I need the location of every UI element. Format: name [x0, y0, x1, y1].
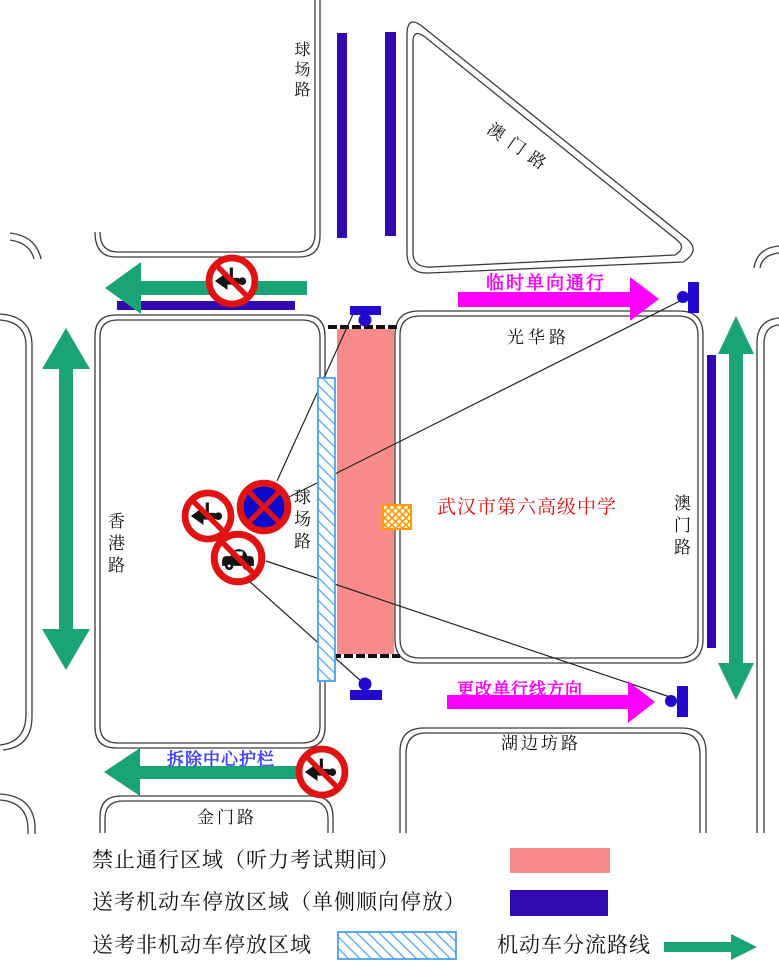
barrier-top	[350, 306, 381, 327]
school-name-label: 武汉市第六高级中学	[437, 497, 618, 518]
road-label-jinmenlu: 金门路	[197, 808, 257, 827]
diversion-arrow-aomen	[718, 316, 754, 700]
legend-swatch-non-motor-parking	[338, 932, 456, 959]
non-motor-parking-strip	[318, 378, 335, 681]
no-horn-sign-south	[299, 749, 345, 795]
legend-swatch-motor-parking	[510, 890, 608, 916]
road-label-xianggonglu: 香港路	[105, 512, 124, 578]
barrier-bottom	[350, 678, 382, 701]
annotation-temp-one-way: 临时单向通行	[486, 273, 606, 293]
road-label-hubianfanglu: 湖边坊路	[501, 734, 581, 753]
no-stopping-sign	[240, 483, 288, 531]
parking-bar-aomen	[707, 355, 716, 648]
barrier-hubianfang-east	[665, 686, 688, 717]
road-label-aomenlu-east: 澳门路	[671, 494, 690, 560]
legend-label-closed-area: 禁止通行区域（听力考试期间）	[92, 849, 400, 872]
closed-area-qiuchanglu	[337, 329, 394, 654]
no-motor-vehicle-sign	[214, 534, 262, 582]
parking-bar-top-east	[385, 32, 396, 236]
legend-diversion-arrow	[664, 934, 757, 960]
legend-label-diversion: 机动车分流路线	[497, 934, 651, 957]
road-label-aomenlu-ne: 澳门路	[483, 119, 557, 178]
no-horn-sign-west	[185, 493, 231, 539]
barrier-guanghua-east	[677, 282, 699, 313]
road-label-qiuchanglu-top: 球场路	[292, 41, 309, 101]
parking-bar-guanghua	[117, 301, 295, 310]
road-label-guanghualu: 光华路	[507, 328, 570, 347]
legend-label-non-motor-parking: 送考非机动车停放区域	[92, 934, 312, 957]
no-horn-sign-north	[209, 258, 255, 304]
diversion-arrow-xianggang	[42, 328, 90, 670]
school-gate-marker	[383, 505, 411, 529]
legend-swatch-closed-area	[510, 848, 610, 873]
annotation-remove-median: 拆除中心护栏	[167, 750, 275, 769]
road-label-qiuchanglu-mid: 球场路	[291, 488, 310, 554]
motor-parking-bars	[117, 32, 716, 648]
legend-label-motor-parking: 送考机动车停放区域（单侧顺向停放）	[92, 891, 466, 914]
annotation-change-one-way: 更改单行线方向	[457, 680, 583, 699]
parking-bar-top-west	[337, 33, 347, 238]
